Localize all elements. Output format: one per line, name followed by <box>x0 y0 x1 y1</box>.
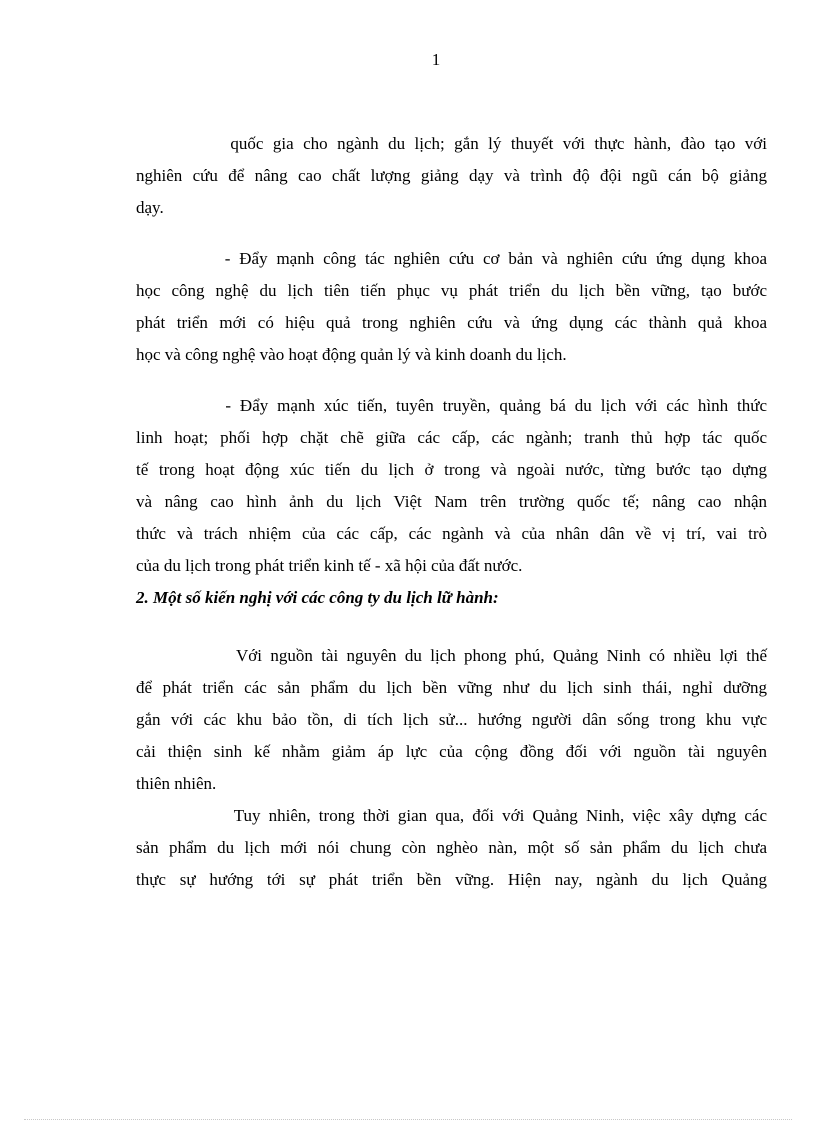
section-heading: 2. Một số kiến nghị với các công ty du lịch lữ hành: <box>136 588 499 607</box>
page-bottom-rule <box>24 1119 792 1120</box>
paragraph-4 <box>136 640 767 800</box>
text-line: và nâng cao hình ảnh du lịch Việt Nam trên trường quốc tế; nâng cao nhận <box>136 492 767 511</box>
text-line: để phát triển các sản phẩm du lịch bền vững như du lịch sinh thái, nghỉ dưỡng <box>136 678 767 697</box>
text-line: cải thiện sinh kế nhằm giảm áp lực của cộng đồng đối với nguồn tài nguyên <box>136 742 767 761</box>
document-body <box>136 128 767 896</box>
text-line: gắn với các khu bảo tồn, di tích lịch sử... hướng người dân sống trong khu vực <box>136 710 767 729</box>
text-line: quốc gia cho ngành du lịch; gắn lý thuyết với thực hành, đào tạo với <box>136 134 767 153</box>
text-line: học và công nghệ vào hoạt động quản lý và kinh doanh du lịch. <box>136 345 567 364</box>
text-line: Tuy nhiên, trong thời gian qua, đối với Quảng Ninh, việc xây dựng các <box>136 806 767 825</box>
text-line: - Đẩy mạnh công tác nghiên cứu cơ bản và nghiên cứu ứng dụng khoa <box>136 249 767 268</box>
paragraph-1 <box>136 128 767 224</box>
paragraph-2 <box>136 243 767 371</box>
text-line: tế trong hoạt động xúc tiến du lịch ở trong và ngoài nước, từng bước tạo dựng <box>136 460 767 479</box>
text-line: thức và trách nhiệm của các cấp, các ngành và của nhân dân về vị trí, vai trò <box>136 524 767 543</box>
paragraph-3 <box>136 390 767 582</box>
page-number: 1 <box>431 50 441 69</box>
text-line: phát triển mới có hiệu quả trong nghiên cứu và ứng dụng các thành quả khoa <box>136 313 767 332</box>
text-line: Với nguồn tài nguyên du lịch phong phú, Quảng Ninh có nhiều lợi thế <box>136 646 767 665</box>
text-line: thiên nhiên. <box>136 774 217 793</box>
text-line: sản phẩm du lịch mới nói chung còn nghèo nàn, một số sản phẩm du lịch chưa <box>136 838 767 857</box>
paragraph-5 <box>136 800 767 896</box>
text-line: của du lịch trong phát triển kinh tế - xã hội của đất nước. <box>136 556 523 575</box>
text-line: học công nghệ du lịch tiên tiến phục vụ phát triển du lịch bền vững, tạo bước <box>136 281 767 300</box>
text-line: - Đẩy mạnh xúc tiến, tuyên truyền, quảng bá du lịch với các hình thức <box>136 396 767 415</box>
text-line: nghiên cứu để nâng cao chất lượng giảng dạy và trình độ đội ngũ cán bộ giảng <box>136 166 767 185</box>
text-line: linh hoạt; phối hợp chặt chẽ giữa các cấp, các ngành; tranh thủ hợp tác quốc <box>136 428 767 447</box>
text-line: dạy. <box>136 198 164 217</box>
text-line: thực sự hướng tới sự phát triển bền vững. Hiện nay, ngành du lịch Quảng <box>136 870 767 889</box>
